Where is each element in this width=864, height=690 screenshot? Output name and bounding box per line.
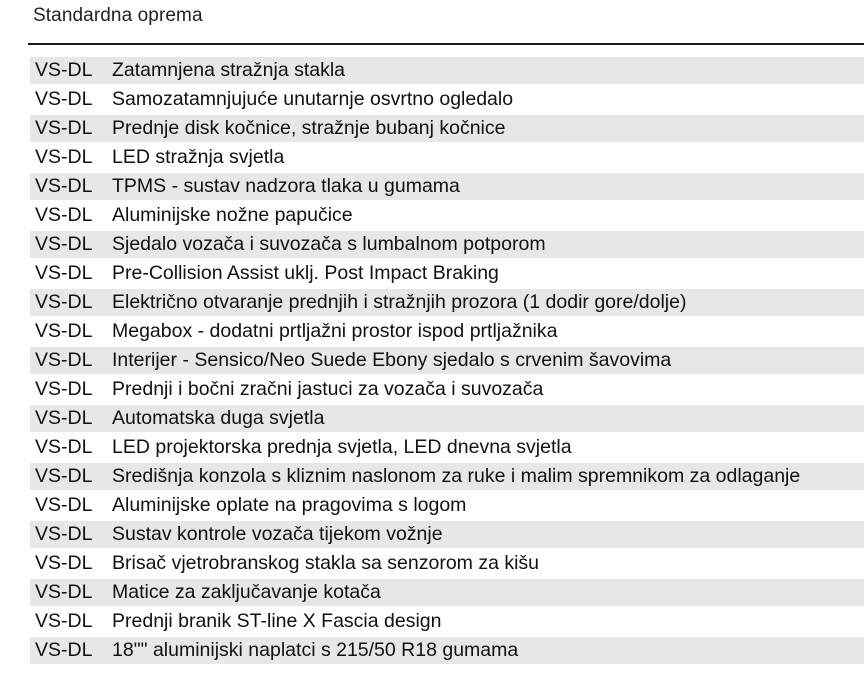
- list-item: [30, 434, 864, 461]
- item-description: 18"" aluminijski naplatci s 215/50 R18 gumama: [112, 639, 519, 661]
- list-item: [30, 550, 864, 577]
- item-code: VS-DL: [35, 204, 93, 226]
- item-code: VS-DL: [35, 146, 93, 168]
- item-code: VS-DL: [35, 320, 93, 342]
- list-item: [30, 289, 864, 316]
- item-description: Prednje disk kočnice, stražnje bubanj kočnice: [112, 117, 506, 139]
- item-code: VS-DL: [35, 610, 93, 632]
- list-item: [30, 86, 864, 113]
- list-item: [30, 347, 864, 374]
- item-code: VS-DL: [35, 378, 93, 400]
- item-code: VS-DL: [35, 291, 93, 313]
- item-description: Aluminijske oplate na pragovima s logom: [112, 494, 467, 516]
- item-description: Megabox - dodatni prtljažni prostor ispod prtljažnika: [112, 320, 558, 342]
- item-code: VS-DL: [35, 262, 93, 284]
- list-item: [30, 231, 864, 258]
- list-item: [30, 115, 864, 142]
- item-description: Pre-Collision Assist uklj. Post Impact Braking: [112, 262, 499, 284]
- item-description: Samozatamnjujuće unutarnje osvrtno ogledalo: [112, 88, 514, 110]
- item-description: LED stražnja svjetla: [112, 146, 285, 168]
- item-description: Interijer - Sensico/Neo Suede Ebony sjedalo s crvenim šavovima: [112, 349, 672, 371]
- item-description: Zatamnjena stražnja stakla: [112, 59, 346, 81]
- item-description: TPMS - sustav nadzora tlaka u gumama: [112, 175, 460, 197]
- item-description: Automatska duga svjetla: [112, 407, 325, 429]
- item-description: Brisač vjetrobranskog stakla sa senzorom za kišu: [112, 552, 540, 574]
- list-item: [30, 608, 864, 635]
- item-code: VS-DL: [35, 117, 93, 139]
- item-description: Električno otvaranje prednjih i stražnjih prozora (1 dodir gore/dolje): [112, 291, 687, 313]
- list-item: [30, 405, 864, 432]
- item-code: VS-DL: [35, 465, 93, 487]
- item-description: Matice za zaključavanje kotača: [112, 581, 381, 603]
- item-code: VS-DL: [35, 88, 93, 110]
- list-item: [30, 637, 864, 664]
- list-item: [30, 144, 864, 171]
- item-code: VS-DL: [35, 233, 93, 255]
- item-code: VS-DL: [35, 407, 93, 429]
- list-item: [30, 173, 864, 200]
- item-code: VS-DL: [35, 552, 93, 574]
- item-description: Sustav kontrole vozača tijekom vožnje: [112, 523, 443, 545]
- item-description: LED projektorska prednja svjetla, LED dnevna svjetla: [112, 436, 572, 458]
- list-item: [30, 57, 864, 84]
- list-item: [30, 376, 864, 403]
- section-heading: Standardna oprema: [33, 5, 203, 26]
- item-code: VS-DL: [35, 349, 93, 371]
- list-item: [30, 521, 864, 548]
- list-item: [30, 579, 864, 606]
- item-description: Prednji i bočni zračni jastuci za vozača i suvozača: [112, 378, 544, 400]
- list-item: [30, 463, 864, 490]
- item-code: VS-DL: [35, 523, 93, 545]
- item-code: VS-DL: [35, 581, 93, 603]
- list-item: [30, 318, 864, 345]
- item-description: Prednji branik ST-line X Fascia design: [112, 610, 442, 632]
- item-code: VS-DL: [35, 59, 93, 81]
- list-item: [30, 202, 864, 229]
- item-code: VS-DL: [35, 494, 93, 516]
- list-item: [30, 492, 864, 519]
- heading-divider: [28, 43, 864, 45]
- item-code: VS-DL: [35, 436, 93, 458]
- item-description: Aluminijske nožne papučice: [112, 204, 353, 226]
- list-item: [30, 260, 864, 287]
- equipment-list: [30, 57, 864, 666]
- item-description: Sjedalo vozača i suvozača s lumbalnom potporom: [112, 233, 546, 255]
- item-description: Središnja konzola s kliznim naslonom za ruke i malim spremnikom za odlaganje: [112, 465, 801, 487]
- item-code: VS-DL: [35, 175, 93, 197]
- item-code: VS-DL: [35, 639, 93, 661]
